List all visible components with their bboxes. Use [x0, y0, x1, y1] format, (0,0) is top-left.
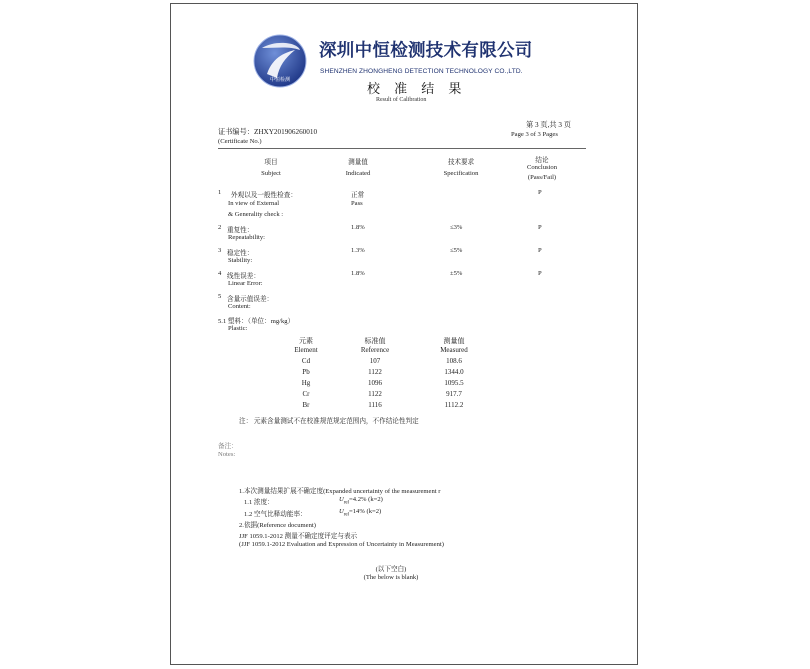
header-conclusion-en: Conclusion — [526, 164, 558, 171]
ref-measured: 917.7 — [446, 390, 462, 398]
item-1-name-en: In view of External — [228, 200, 280, 207]
item-3-name-en: Stability: — [228, 257, 253, 264]
notes-label-cn: 备注： — [218, 443, 238, 450]
uncertainty-symbol: U — [339, 508, 344, 515]
air-kerma-label: 1.2 空气比释动能率： — [244, 511, 307, 518]
item-5-number: 5 — [218, 293, 222, 300]
header-spec-cn: 技术要求 — [447, 159, 475, 166]
ref-value: 107 — [369, 357, 381, 365]
item-5-name-cn: 含量示值误差： — [227, 296, 274, 303]
ref-head-measured-cn: 测量值 — [443, 337, 465, 345]
item-4-number: 4 — [218, 270, 222, 277]
ref-measured: 1095.5 — [444, 379, 464, 387]
ref-measured: 1344.0 — [444, 368, 464, 376]
item-4-value: 1.8% — [351, 270, 365, 277]
item-3-spec: ≤5% — [450, 247, 463, 254]
notes-line-1: 1.本次测量结果扩展不确定度(Expanded uncertainty of the measurement r — [239, 488, 441, 495]
item-2-number: 2 — [218, 224, 222, 231]
reference-note: 注： 元素含量测试不在校准规范规定范围内，不作结论性判定 — [239, 418, 419, 425]
item-3-result: P — [538, 247, 542, 254]
concentration-label: 1.1 浓度： — [244, 499, 274, 506]
item-3-name-cn: 稳定性： — [227, 250, 254, 257]
ref-head-measured-en: Measured — [440, 346, 468, 354]
document-title-en: Result of Calibration — [376, 97, 427, 103]
item-2-result: P — [538, 224, 542, 231]
table-row — [276, 390, 496, 400]
ref-element: Pb — [302, 368, 310, 376]
notes-line-2-value — [339, 496, 383, 505]
ref-element: Br — [302, 401, 310, 409]
blank-marker-cn: (以下空白) — [375, 566, 407, 573]
ref-value: 1122 — [368, 368, 382, 376]
certificate-number: ZHXY201906260010 — [253, 128, 318, 136]
item-4-result: P — [538, 270, 542, 277]
ref-head-element-en: Element — [294, 346, 318, 354]
header-item-en: Subject — [261, 170, 281, 177]
calibration-document-page — [170, 3, 638, 665]
table-row — [276, 368, 496, 378]
item-1-result: P — [538, 189, 542, 196]
item-5-name-en: Content: — [228, 303, 251, 310]
company-name-cn: 深圳中恒检测技术有限公司 — [319, 41, 533, 61]
company-logo-icon — [253, 34, 307, 88]
logo-text: 中恒检测 — [269, 77, 291, 83]
certificate-label-cn: 证书编号： — [218, 128, 254, 136]
page-number-en: Page 3 of 3 Pages — [511, 131, 558, 138]
ref-measured: 1112.2 — [444, 401, 464, 409]
notes-line-5: JJF 1059.1-2012 测量不确定度评定与表示 — [239, 533, 358, 540]
notes-line-3 — [244, 508, 307, 518]
header-conclusion-cn: 结论 — [535, 157, 549, 164]
item-4-name-en: Linear Error: — [228, 280, 263, 287]
ref-value: 1122 — [368, 390, 382, 398]
ref-element: Cd — [301, 357, 311, 365]
uncertainty-subscript: rel — [343, 500, 350, 506]
plastic-label-cn: 5.1 塑料：（单位：mg/kg） — [218, 318, 295, 325]
plastic-label-en: Plastic: — [228, 325, 248, 332]
ref-element: Cr — [302, 390, 310, 398]
table-row — [276, 357, 496, 367]
header-measured-cn: 测量值 — [348, 159, 368, 166]
ref-element: Hg — [301, 379, 311, 387]
document-title-cn: 校 准 结 果 — [367, 82, 467, 97]
item-2-name-en: Repeatability: — [228, 234, 265, 241]
item-1-value-en: Pass — [351, 200, 363, 207]
ref-head-reference-en: Reference — [360, 346, 390, 354]
header-measured-en: Indicated — [345, 170, 371, 177]
blank-marker-en: (The below is blank) — [363, 574, 419, 581]
ref-value: 1116 — [368, 401, 382, 409]
header-rule — [218, 148, 586, 149]
uncertainty-subscript: rel — [343, 512, 350, 518]
item-3-value: 1.3% — [351, 247, 365, 254]
notes-label-en: Notes: — [218, 451, 236, 458]
notes-line-6: (JJF 1059.1-2012 Evaluation and Expression of Uncertainty in Measurement) — [239, 541, 444, 548]
header-item-cn: 项目 — [264, 159, 278, 166]
reference-header-en — [276, 346, 496, 356]
header-conclusion-en2: (Pass/Fail) — [527, 174, 557, 181]
reference-header-cn — [276, 336, 496, 346]
item-2-spec: ≤3% — [450, 224, 463, 231]
item-2-name-cn: 重复性： — [227, 227, 254, 234]
ref-head-reference-cn: 标准值 — [364, 337, 386, 345]
certificate-label-en: (Certificate No.) — [218, 138, 262, 145]
uncertainty-value: =4.2% (k=2) — [349, 496, 383, 503]
page-number-cn: 第 3 页,共 3 页 — [526, 121, 571, 129]
uncertainty-value: =14% (k=2) — [349, 508, 382, 515]
uncertainty-symbol: U — [339, 496, 344, 503]
ref-head-element-cn: 元素 — [299, 337, 313, 345]
notes-line-3-value — [339, 508, 381, 517]
ref-value: 1096 — [368, 379, 382, 387]
item-2-value: 1.8% — [351, 224, 365, 231]
item-1-number: 1 — [218, 189, 222, 196]
certificate-number-line — [218, 127, 317, 137]
ref-measured: 108.6 — [446, 357, 462, 365]
item-1-value-cn: 正常 — [351, 192, 365, 199]
item-1-name-cn: 外观以及一般性检查： — [231, 192, 297, 199]
notes-line-2 — [244, 496, 274, 506]
table-row — [276, 401, 496, 411]
item-4-spec: ±5% — [450, 270, 463, 277]
item-4-name-cn: 线性误差： — [227, 273, 260, 280]
company-name-en: SHENZHEN ZHONGHENG DETECTION TECHNOLOGY CO.,LTD. — [320, 68, 523, 75]
item-1-name-en2: & Generality check : — [228, 211, 284, 218]
item-3-number: 3 — [218, 247, 222, 254]
table-row — [276, 379, 496, 389]
notes-line-4: 2.依据(Reference document) — [239, 522, 316, 529]
header-spec-en: Specification — [443, 170, 479, 177]
